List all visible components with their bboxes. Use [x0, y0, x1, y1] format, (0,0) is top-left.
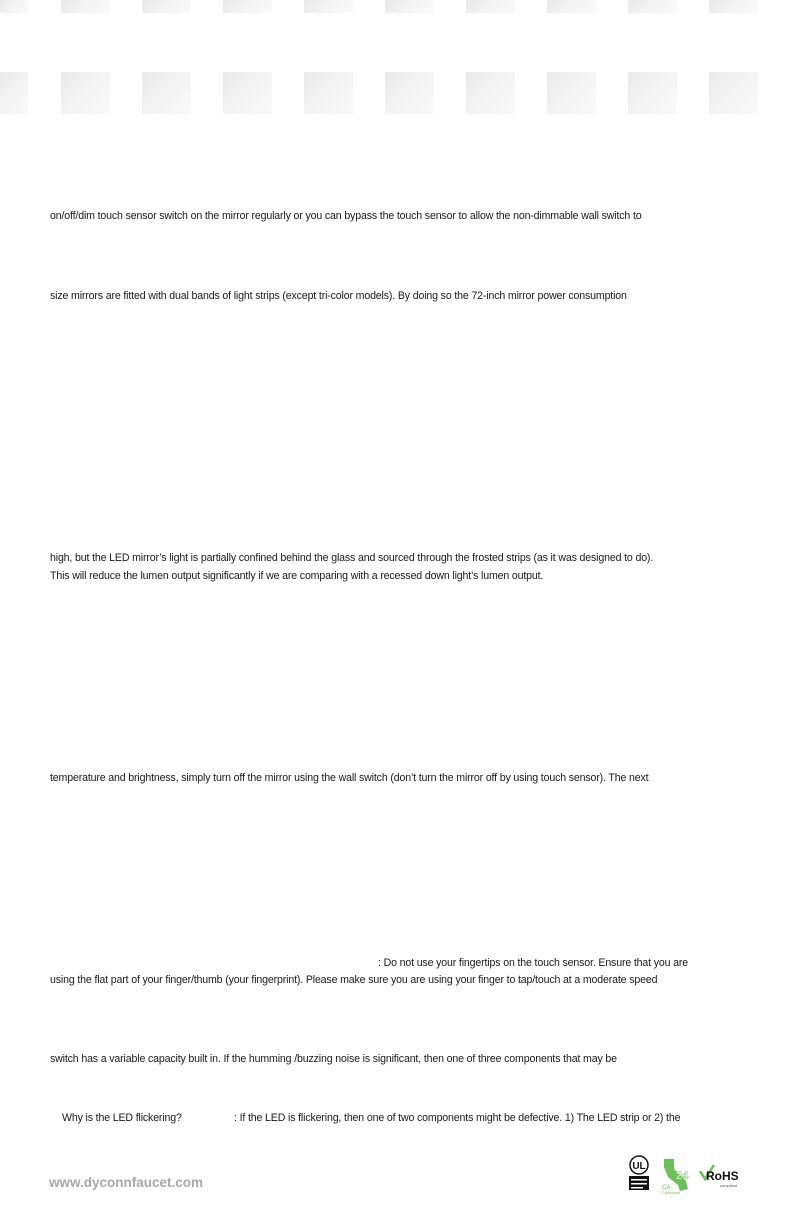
text-line: using the flat part of your finger/thumb (your fingerprint). Please make sure you are using your finger to tap/touch at a moderate speed [50, 974, 658, 986]
pattern-tile [142, 0, 191, 13]
ul-certified-icon [628, 1155, 650, 1191]
rohs-compliant-icon [698, 1163, 748, 1189]
pattern-tile [304, 72, 353, 114]
title24-number: 24 [676, 1170, 689, 1182]
text-line: switch has a variable capacity built in. If the humming /buzzing noise is significant, then one of three components that may be [50, 1053, 617, 1065]
faq-question: Why is the LED flickering? [62, 1112, 182, 1124]
pattern-tile [304, 0, 353, 13]
text-line: on/off/dim touch sensor switch on the mirror regularly or you can bypass the touch sensor to allow the non-dimmable wall switch to [50, 210, 642, 222]
second-pattern-row [0, 72, 793, 114]
title24-compliant: Compliant [662, 1190, 681, 1195]
pattern-tile [223, 72, 272, 114]
text-line: size mirrors are fitted with dual bands of light strips (except tri-color models). By doing so the 72-inch mirror power consumption [50, 290, 627, 302]
top-pattern-row [0, 0, 793, 13]
pattern-tile [61, 0, 110, 13]
text-line: : Do not use your fingertips on the touch sensor. Ensure that you are [378, 957, 689, 969]
pattern-tile [223, 0, 272, 13]
text-line: This will reduce the lumen output significantly if we are comparing with a recessed down light’s lumen output. [50, 570, 544, 582]
pattern-tile [628, 0, 677, 13]
text-line: : If the LED is flickering, then one of two components might be defective. 1) The LED strip or 2) the [234, 1112, 681, 1124]
pattern-tile [547, 0, 596, 13]
title24-label: TITLE [678, 1162, 695, 1168]
pattern-tile [385, 0, 434, 13]
pattern-tile [142, 72, 191, 114]
pattern-tile [0, 0, 28, 13]
pattern-tile [547, 72, 596, 114]
pattern-tile [709, 0, 758, 13]
ul-badge-label: UL [632, 1161, 646, 1172]
pattern-tile [385, 72, 434, 114]
footer-website-url: www.dyconnfaucet.com [49, 1175, 204, 1190]
title24-california-icon [660, 1157, 696, 1195]
rohs-sublabel: compliant [720, 1183, 738, 1188]
certification-badges [628, 1155, 748, 1197]
title24-ca: CA [662, 1185, 671, 1191]
pattern-tile [0, 72, 28, 114]
pattern-tile [61, 72, 110, 114]
text-line: temperature and brightness, simply turn off the mirror using the wall switch (don’t turn the mirror off by using touch sensor). The next [50, 772, 649, 784]
pattern-tile [466, 0, 515, 13]
pattern-tile [628, 72, 677, 114]
text-line: high, but the LED mirror’s light is partially confined behind the glass and sourced through the frosted strips (as it was designed to do). [50, 552, 654, 564]
rohs-label: RoHS [706, 1169, 739, 1183]
pattern-tile [466, 72, 515, 114]
pattern-tile [709, 72, 758, 114]
